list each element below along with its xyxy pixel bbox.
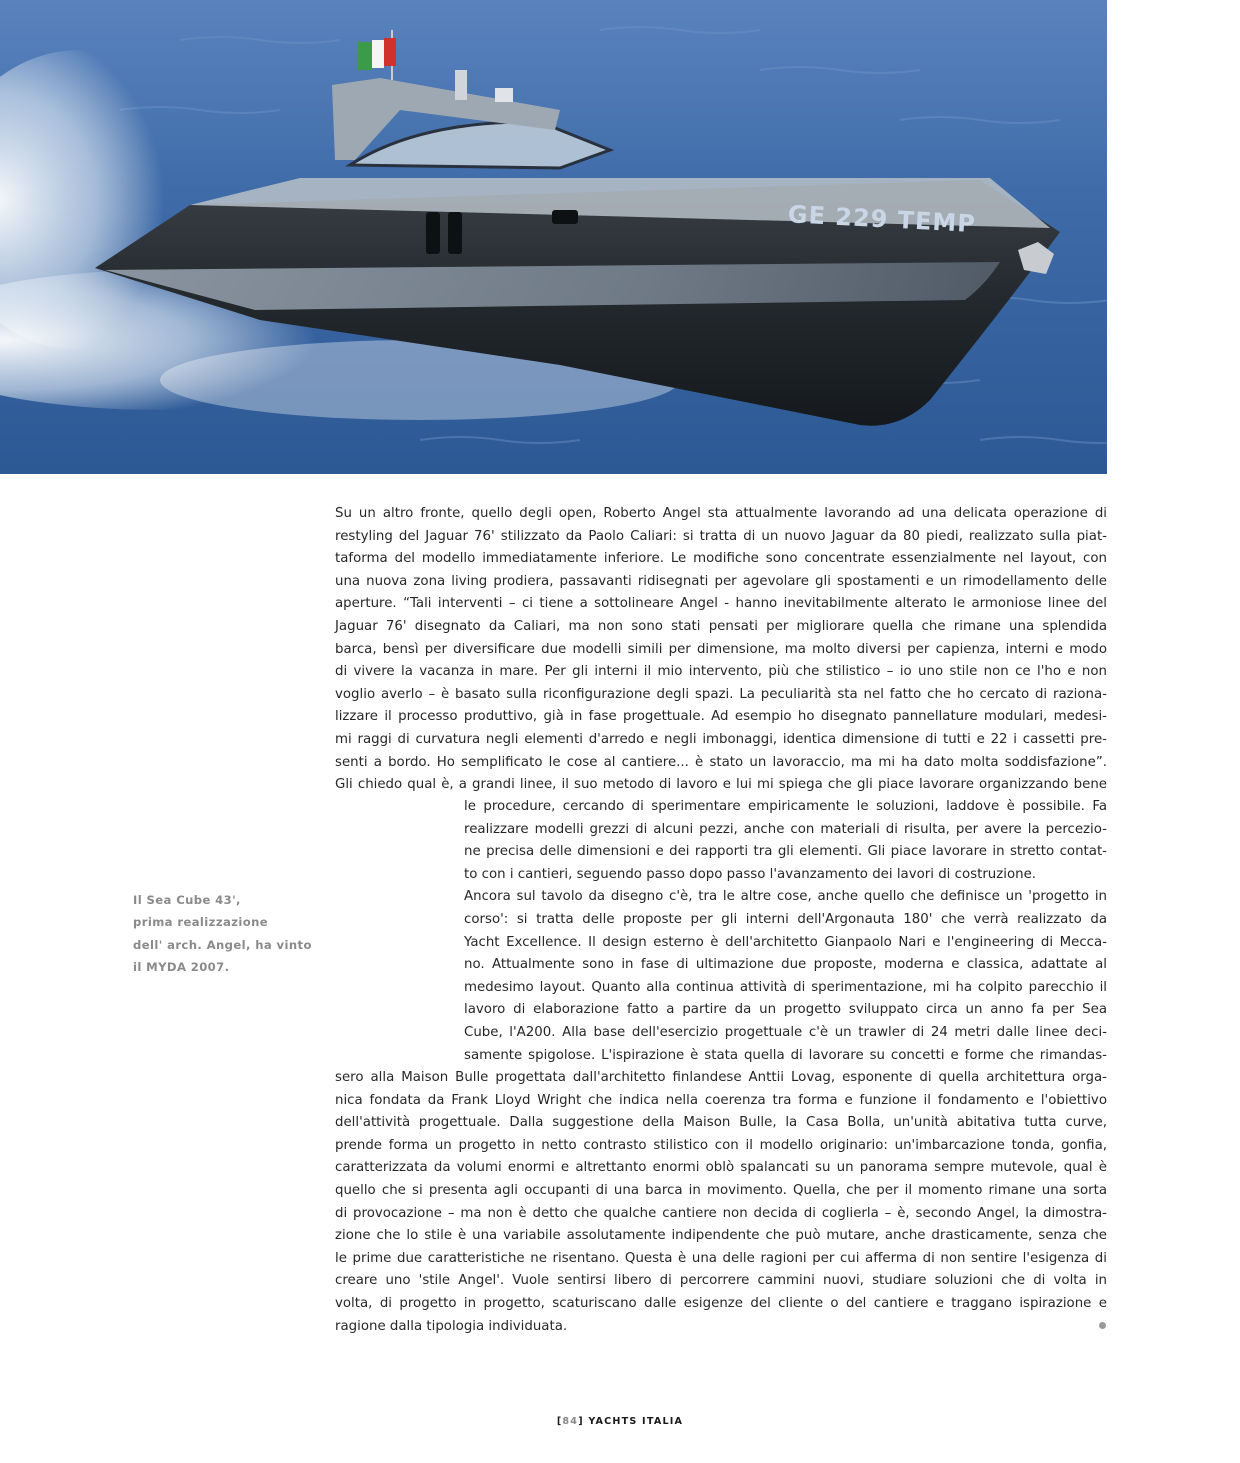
- article-line: una nuova zona living prodiera, passavanti ridisegnati per agevolare gli spostamenti e un rimodellamento delle: [335, 573, 1107, 589]
- article-line: dell'attività progettuale. Dalla suggestione della Maison Bulle, la Casa Bolla, un'unità abitativa tutta curve,: [335, 1115, 1107, 1131]
- article-line: barca, bensì per diversificare due modelli simili per dimensione, ma molto diversi per capienza, interni e modo: [335, 641, 1107, 657]
- photo-caption: [133, 889, 312, 979]
- article-line: mi raggi di curvatura negli elementi d'arredo e negli imbonaggi, identica dimensione di tutti e 22 i cassetti pre-: [335, 731, 1107, 747]
- article-line: corso': si tratta delle proposte per gli interni dell'Argonauta 180' che verrà realizzato da: [464, 911, 1107, 927]
- article-end-marker: [1099, 1322, 1106, 1329]
- caption-line: Il Sea Cube 43',: [133, 893, 241, 907]
- article-line: samente spigolose. L'ispirazione è stata quella di lavorare su concetti e forme che rimandas-: [464, 1047, 1107, 1063]
- porthole: [426, 212, 440, 254]
- page-bracket-close: ]: [578, 1416, 584, 1427]
- caption-line: prima realizzazione: [133, 915, 269, 930]
- publication-name: YACHTS ITALIA: [588, 1416, 684, 1427]
- article-line: volta, di progetto in progetto, scaturiscano dalle esigenze del cliente o del cantiere e traggano ispirazione e: [335, 1295, 1107, 1311]
- hero-photo: [0, 0, 1107, 474]
- article-line: caratterizzata da volumi enormi e altrettanto enormi oblò spalancati su un panorama sempre mutevole, qual è: [335, 1160, 1107, 1176]
- article-line: lizzare il processo produttivo, già in fase progettuale. Ad esempio ho disegnato pannellature modulari, medesi-: [335, 709, 1107, 725]
- article-line: Cube, l'A200. Alla base dell'esercizio progettuale c'è un trawler di 24 metri dalle linee deci-: [464, 1024, 1107, 1040]
- page-footer: [0, 1416, 1240, 1427]
- article-block-full-width-end: [335, 1067, 1107, 1338]
- porthole: [448, 212, 462, 254]
- article-line: Jaguar 76' disegnato da Caliari, ma non sono stati pensati per migliorare quella che rimane una splendida: [335, 618, 1107, 634]
- article-line: to con i cantieri, seguendo passo dopo passo l'avanzamento dei lavori di costruzione.: [464, 866, 1037, 882]
- article-line: le prime due caratteristiche ne risentano. Questa è una delle ragioni per cui afferma di non sentire l'esigenza di: [335, 1250, 1107, 1266]
- article-line: prende forma un progetto in netto contrasto stilistico con il modello originario: un'imbarcazione tonda, gonfia,: [335, 1137, 1107, 1153]
- article-line: realizzare modelli grezzi di alcuni pezzi, anche con materiali di risulta, per avere la percezio-: [464, 821, 1107, 837]
- article-line: voglio averlo – è basato sulla riconfigurazione degli spazi. La peculiarità sta nel fatto che ho cercato di raziona-: [335, 686, 1107, 702]
- page-bracket-open: [: [556, 1416, 563, 1427]
- article-line: no. Attualmente sono in fase di ultimazione due proposte, moderna e classica, adattate al: [464, 957, 1107, 973]
- porthole: [552, 210, 578, 224]
- article-line: Ancora sul tavolo da disegno c'è, tra le altre cose, anche quello che definisce un 'progetto in: [464, 889, 1107, 905]
- article-line: ragione dalla tipologia individuata.: [335, 1318, 568, 1334]
- article-line: creare uno 'stile Angel'. Vuole sentirsi libero di percorrere cammini nuovi, studiare soluzioni che di volta in: [335, 1273, 1107, 1289]
- article-line: di vivere la vacanza in mare. Per gli interni il mio intervento, più che stilistico – io uno stile non ce l'ho e non: [335, 664, 1107, 680]
- article-line: medesimo layout. Quanto alla continua attività di sperimentazione, mi ha colpito parecchio il: [464, 979, 1107, 995]
- article-block-indented: [464, 796, 1107, 1067]
- article-line: aperture. “Tali interventi – ci tiene a sottolineare Angel - hanno inevitabilmente alterato le armoniose linee del: [335, 596, 1107, 612]
- caption-line: dell' arch. Angel, ha vinto: [133, 937, 312, 952]
- article-line: nica fondata da Frank Lloyd Wright che indica nella coerenza tra forma e funzione il fondamento e l'obiettivo: [335, 1092, 1107, 1108]
- page-number: 84: [562, 1416, 579, 1427]
- article-line: le procedure, cercando di sperimentare empiricamente le soluzioni, laddove è possibile. Fa: [464, 799, 1107, 814]
- article-line: senti a bordo. Ho semplificato le cose al cantiere... è stato un lavoraccio, ma mi ha dato molta soddisfazione”.: [335, 754, 1107, 770]
- article-line: Yacht Excellence. Il design esterno è dell'architetto Gianpaolo Nari e l'engineering di Mecca-: [464, 934, 1107, 950]
- article-line: ne precisa delle dimensioni e dei rapporti tra gli elementi. Gli piace lavorare in stretto contat-: [464, 844, 1107, 860]
- article-line: taforma del modello immediatamente inferiore. Le modifiche sono concentrate essenzialmente nel layout, con: [335, 551, 1107, 567]
- hull-registration: GE 229 TEMP: [787, 200, 977, 239]
- article-line: Gli chiedo qual è, a grandi linee, il suo metodo di lavoro e lui mi spiega che gli piace lavorare organizzando bene: [335, 777, 1107, 793]
- article-line: Su un altro fronte, quello degli open, Roberto Angel sta attualmente lavorando ad una delicata operazione di: [335, 506, 1107, 521]
- caption-line: il MYDA 2007.: [133, 960, 230, 975]
- article-line: zione che lo stile è una variabile assolutamente indipendente che può mutare, anche drasticamente, senza che: [335, 1228, 1107, 1244]
- article-line: quello che si presenta agli occupanti di una barca in movimento. Quella, che per il momento rimane una sorta: [335, 1182, 1107, 1198]
- article-line: di provocazione – ma non è detto che qualche cantiere non decida di coglierla – è, secondo Angel, la dimostra-: [335, 1205, 1107, 1221]
- article-line: restyling del Jaguar 76' stilizzato da Paolo Caliari: si tratta di un nuovo Jaguar da 80 piedi, realizzato sulla piat-: [335, 528, 1107, 544]
- article-line: lavoro di elaborazione fatto a partire da un progetto sviluppato circa un anno fa per Sea: [464, 1002, 1107, 1018]
- article-line: sero alla Maison Bulle progettata dall'architetto finlandese Anttii Lovag, esponente di quella architettura orga-: [335, 1070, 1107, 1085]
- speedboat-illustration: [0, 0, 1107, 474]
- article-block-full-width: [335, 503, 1107, 797]
